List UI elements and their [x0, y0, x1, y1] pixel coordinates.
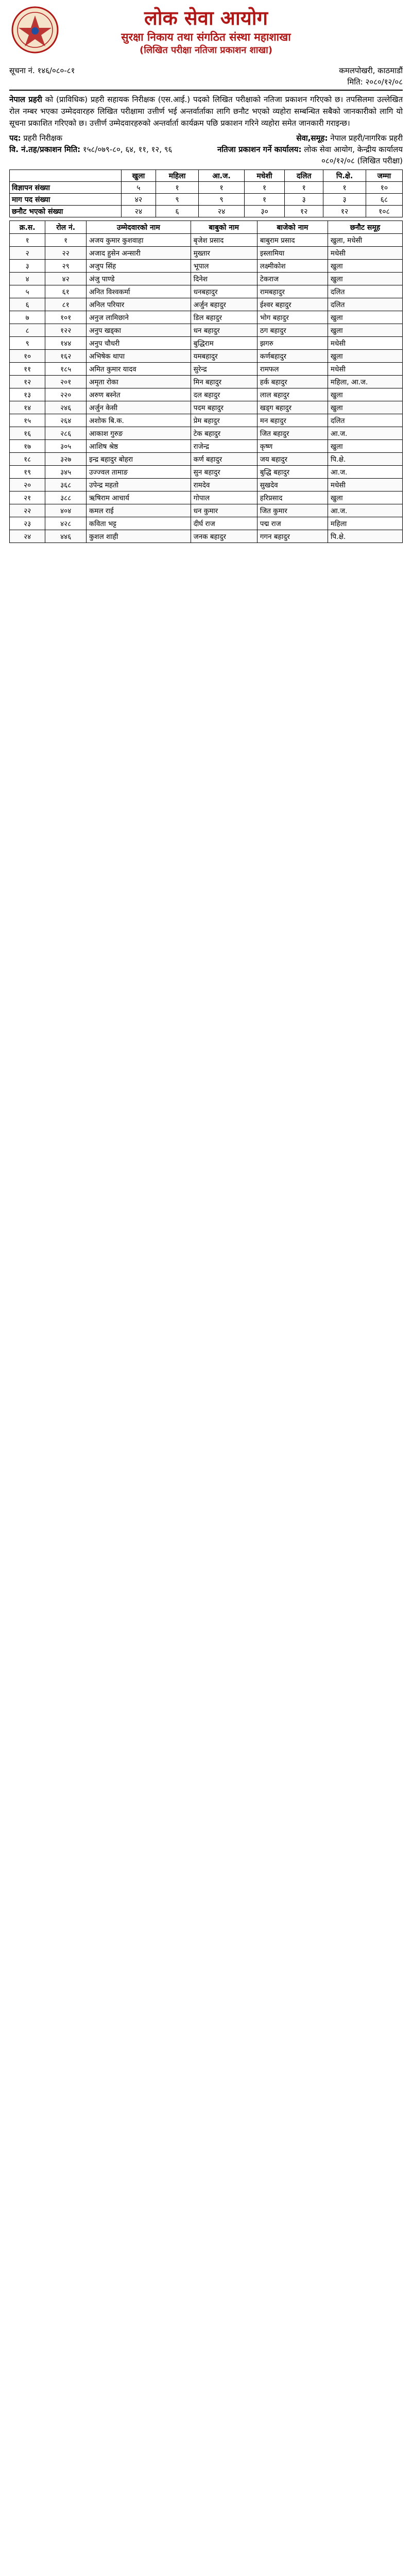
summary-cell: ५: [121, 182, 156, 194]
father-name-cell: यमबहादुर: [191, 350, 257, 363]
roll-cell: ३८८: [45, 492, 87, 504]
candidate-name-cell: अजय कुमार कुशवाहा: [87, 234, 191, 247]
roll-cell: ३४५: [45, 466, 87, 479]
table-row: [10, 414, 403, 427]
father-name-cell: भूपाल: [191, 260, 257, 273]
group-cell: पि.क्षे.: [328, 530, 402, 543]
table-row: [10, 466, 403, 479]
summary-head: जम्मा: [366, 170, 402, 182]
intro-lead: नेपाल प्रहरी: [9, 95, 42, 104]
father-name-cell: सुन बहादुर: [191, 466, 257, 479]
summary-corner: [10, 170, 122, 182]
roll-cell: २४६: [45, 401, 87, 414]
roll-cell: ३२७: [45, 453, 87, 466]
table-row: [10, 247, 403, 260]
father-name-cell: टेक बहादुर: [191, 427, 257, 440]
roll-cell: ४४६: [45, 530, 87, 543]
grandfather-name-cell: रामबहादुर: [257, 285, 328, 298]
serial-cell: १३: [10, 388, 45, 401]
summary-cell: १२: [323, 206, 366, 217]
table-row: [10, 285, 403, 298]
father-name-cell: पदम बहादुर: [191, 401, 257, 414]
serial-cell: १: [10, 234, 45, 247]
serial-cell: २१: [10, 492, 45, 504]
candidate-name-cell: अशोक बि.क.: [87, 414, 191, 427]
summary-cell: १: [285, 182, 323, 194]
group-cell: महिला, आ.ज.: [328, 376, 402, 388]
notice-header: [9, 4, 403, 65]
group-cell: खुला: [328, 311, 402, 324]
table-row: [10, 517, 403, 530]
roll-cell: २९: [45, 260, 87, 273]
group-cell: खुला: [328, 260, 402, 273]
serial-cell: २४: [10, 530, 45, 543]
father-name-cell: धनबहादुर: [191, 285, 257, 298]
serial-cell: ६: [10, 298, 45, 311]
summary-row: [10, 182, 403, 194]
intro-text: को (प्राविधिक) प्रहरी सहायक निरीक्षक (एस.आई.) पदको लिखित परीक्षाको नतिजा प्रकाशन गरिएको छ। तपसिलमा उल्लेखित रोल नम्बर भएका उम्मेदवारहरु लिखित परीक्षामा उत्तीर्ण भई अन्तर्वार्ताका लागि छनौट भएको व्यहोरा सम्बन्धित सबैको जानकारीको लागि यो सूचना प्रकाशित गरिएको छ। उत्तीर्ण उम्मेदवारहरुको अन्तर्वार्ता कार्यक्रम पछि प्रकाशन गरिने व्यहोरा समेत जानकारी गराइन्छ।: [9, 95, 403, 128]
office-value: लोक सेवा आयोग, केन्द्रीय कार्यालय: [304, 145, 403, 154]
notice-date: मिति: २०८०/१२/०८: [347, 77, 403, 87]
candidate-name-cell: अनिल परियार: [87, 298, 191, 311]
group-cell: दलित: [328, 298, 402, 311]
summary-cell: ६: [156, 206, 199, 217]
summary-cell: १: [156, 182, 199, 194]
serial-cell: १०: [10, 350, 45, 363]
serial-cell: २३: [10, 517, 45, 530]
grandfather-name-cell: जय बहादुर: [257, 453, 328, 466]
table-row: [10, 350, 403, 363]
service-value: नेपाल प्रहरी/नागरिक प्रहरी: [330, 133, 403, 143]
candidate-name-cell: अरुण बस्नेत: [87, 388, 191, 401]
grandfather-name-cell: सुखदेव: [257, 479, 328, 492]
summary-row-label: छनौट भएको संख्या: [10, 206, 122, 217]
summary-cell: १२: [285, 206, 323, 217]
results-table: [9, 221, 403, 543]
group-cell: मधेसी: [328, 363, 402, 376]
post-value: प्रहरी निरीक्षक: [23, 133, 63, 143]
candidate-name-cell: ऋषिराम आचार्य: [87, 492, 191, 504]
candidate-name-cell: अर्जुन केसी: [87, 401, 191, 414]
commission-emblem-icon: [10, 4, 60, 56]
summary-cell: १: [323, 182, 366, 194]
roll-cell: ६१: [45, 285, 87, 298]
group-cell: महिला: [328, 517, 402, 530]
col-candidate: उम्मेदवारको नाम: [87, 221, 191, 234]
serial-cell: ९: [10, 337, 45, 350]
table-row: [10, 479, 403, 492]
grandfather-name-cell: पद्म राज: [257, 517, 328, 530]
grandfather-name-cell: बाबुराम प्रसाद: [257, 234, 328, 247]
roll-cell: २६४: [45, 414, 87, 427]
table-row: [10, 388, 403, 401]
candidate-name-cell: अजाद हुसेन अन्सारी: [87, 247, 191, 260]
group-cell: मधेसी: [328, 247, 402, 260]
advert-label: वि. नं.तह/प्रकाशन मिति:: [9, 145, 81, 154]
post-label: पद:: [9, 133, 21, 143]
header-divider: [9, 90, 403, 91]
summary-cell: २४: [121, 206, 156, 217]
grandfather-name-cell: रामफल: [257, 363, 328, 376]
father-name-cell: बुद्धिराम: [191, 337, 257, 350]
serial-cell: ८: [10, 324, 45, 337]
group-cell: दलित: [328, 414, 402, 427]
notice-place: कमलपोखरी, काठमाडौं: [339, 66, 403, 75]
roll-cell: १६२: [45, 350, 87, 363]
col-serial: क्र.स.: [10, 221, 45, 234]
col-roll: रोल नं.: [45, 221, 87, 234]
summary-head: पि.क्षे.: [323, 170, 366, 182]
group-cell: खुला: [328, 350, 402, 363]
father-name-cell: जनक बहादुर: [191, 530, 257, 543]
advert-value: १५८/०७९-८०, ६४, ११, १२, ९६: [82, 145, 173, 154]
grandfather-name-cell: कर्णबहादुर: [257, 350, 328, 363]
org-title: लोक सेवा आयोग: [144, 7, 268, 29]
father-name-cell: दल बहादुर: [191, 388, 257, 401]
notice-number: सूचना नं. १४६/०८०-८१: [9, 66, 75, 75]
candidate-name-cell: अभिषेक थापा: [87, 350, 191, 363]
group-cell: खुला: [328, 273, 402, 285]
table-row: [10, 440, 403, 453]
candidate-name-cell: इन्द्र बहादुर बोहरा: [87, 453, 191, 466]
serial-cell: १९: [10, 466, 45, 479]
father-name-cell: दीर्घ राज: [191, 517, 257, 530]
table-row: [10, 504, 403, 517]
group-cell: आ.ज.: [328, 504, 402, 517]
group-cell: खुला: [328, 324, 402, 337]
summary-cell: ४२: [121, 194, 156, 206]
table-row: [10, 311, 403, 324]
summary-cell: १०: [366, 182, 402, 194]
candidate-name-cell: अमित कुमार यादव: [87, 363, 191, 376]
father-name-cell: बृजेश प्रसाद: [191, 234, 257, 247]
candidate-name-cell: उज्ज्वल तामाङ: [87, 466, 191, 479]
group-cell: खुला: [328, 401, 402, 414]
summary-row: [10, 206, 403, 217]
group-cell: खुला: [328, 440, 402, 453]
grandfather-name-cell: हरिप्रसाद: [257, 492, 328, 504]
table-row: [10, 298, 403, 311]
summary-cell: १: [244, 182, 284, 194]
serial-cell: १४: [10, 401, 45, 414]
summary-cell: ३०: [244, 206, 284, 217]
group-cell: पि.क्षे.: [328, 453, 402, 466]
summary-cell: १०८: [366, 206, 402, 217]
candidate-name-cell: अनुज लामिछाने: [87, 311, 191, 324]
group-cell: मधेसी: [328, 479, 402, 492]
summary-cell: ३: [323, 194, 366, 206]
father-name-cell: अर्जुन बहादुर: [191, 298, 257, 311]
group-cell: आ.ज.: [328, 427, 402, 440]
grandfather-name-cell: लाल बहादुर: [257, 388, 328, 401]
roll-cell: १०१: [45, 311, 87, 324]
roll-cell: १८५: [45, 363, 87, 376]
table-row: [10, 363, 403, 376]
candidate-name-cell: आशिष श्रेष्ठ: [87, 440, 191, 453]
roll-cell: ३०५: [45, 440, 87, 453]
serial-cell: १८: [10, 453, 45, 466]
table-row: [10, 530, 403, 543]
service-label: सेवा,समूह:: [296, 133, 328, 143]
grandfather-name-cell: कृष्ण: [257, 440, 328, 453]
candidate-name-cell: कविता भट्ट: [87, 517, 191, 530]
grandfather-name-cell: लक्ष्मीकोश: [257, 260, 328, 273]
office-label: नतिजा प्रकाशन गर्ने कार्यालय:: [217, 145, 302, 154]
section-title: (लिखित परीक्षा नतिजा प्रकाशन शाखा): [139, 45, 273, 56]
grandfather-name-cell: हर्क बहादुर: [257, 376, 328, 388]
serial-cell: ७: [10, 311, 45, 324]
candidate-name-cell: अनुप खड्का: [87, 324, 191, 337]
summary-cell: १: [244, 194, 284, 206]
serial-cell: ११: [10, 363, 45, 376]
table-row: [10, 337, 403, 350]
col-group: छनौट समूह: [328, 221, 402, 234]
father-name-cell: कर्ण बहादुर: [191, 453, 257, 466]
exam-meta: [9, 132, 403, 166]
father-name-cell: मिन बहादुर: [191, 376, 257, 388]
summary-table: [9, 170, 403, 217]
group-cell: दलित: [328, 285, 402, 298]
father-name-cell: रामदेव: [191, 479, 257, 492]
grandfather-name-cell: ठग बहादुर: [257, 324, 328, 337]
roll-cell: २२: [45, 247, 87, 260]
grandfather-name-cell: झगरु: [257, 337, 328, 350]
summary-cell: ६८: [366, 194, 402, 206]
serial-cell: १७: [10, 440, 45, 453]
roll-cell: ४२८: [45, 517, 87, 530]
serial-cell: १२: [10, 376, 45, 388]
summary-cell: ९: [199, 194, 245, 206]
father-name-cell: राजेन्द्र: [191, 440, 257, 453]
serial-cell: ५: [10, 285, 45, 298]
grandfather-name-cell: खड्ग बहादुर: [257, 401, 328, 414]
grandfather-name-cell: गगन बहादुर: [257, 530, 328, 543]
serial-cell: १६: [10, 427, 45, 440]
grandfather-name-cell: टेकराज: [257, 273, 328, 285]
roll-cell: ८१: [45, 298, 87, 311]
group-cell: मधेसी: [328, 337, 402, 350]
table-row: [10, 234, 403, 247]
father-name-cell: धन बहादुर: [191, 324, 257, 337]
father-name-cell: प्रेम बहादुर: [191, 414, 257, 427]
summary-row-label: माग पद संख्या: [10, 194, 122, 206]
grandfather-name-cell: मन बहादुर: [257, 414, 328, 427]
candidate-name-cell: अनुप चौधरी: [87, 337, 191, 350]
roll-cell: १२२: [45, 324, 87, 337]
notice-intro: [9, 94, 403, 129]
roll-cell: ४०४: [45, 504, 87, 517]
grandfather-name-cell: भोग बहादुर: [257, 311, 328, 324]
father-name-cell: सुरेन्द्र: [191, 363, 257, 376]
table-row: [10, 376, 403, 388]
grandfather-name-cell: जित कुमार: [257, 504, 328, 517]
serial-cell: १५: [10, 414, 45, 427]
results-header-row: [10, 221, 403, 234]
table-row: [10, 273, 403, 285]
candidate-name-cell: अमृता रोका: [87, 376, 191, 388]
summary-head: दलित: [285, 170, 323, 182]
roll-cell: २८६: [45, 427, 87, 440]
roll-cell: १: [45, 234, 87, 247]
summary-head: महिला: [156, 170, 199, 182]
roll-cell: २०१: [45, 376, 87, 388]
serial-cell: ३: [10, 260, 45, 273]
summary-row: [10, 194, 403, 206]
table-row: [10, 453, 403, 466]
candidate-name-cell: अंजु पाण्डे: [87, 273, 191, 285]
table-row: [10, 260, 403, 273]
serial-cell: ४: [10, 273, 45, 285]
roll-cell: ४२: [45, 273, 87, 285]
group-cell: खुला, मधेसी: [328, 234, 402, 247]
father-name-cell: धन कुमार: [191, 504, 257, 517]
grandfather-name-cell: ईश्वर बहादुर: [257, 298, 328, 311]
summary-head: आ.ज.: [199, 170, 245, 182]
col-grandfather: बाजेको नाम: [257, 221, 328, 234]
table-row: [10, 492, 403, 504]
candidate-name-cell: अजुप सिंह: [87, 260, 191, 273]
candidate-name-cell: उपेन्द्र महतो: [87, 479, 191, 492]
serial-cell: २०: [10, 479, 45, 492]
summary-cell: ९: [156, 194, 199, 206]
summary-cell: २४: [199, 206, 245, 217]
summary-cell: ३: [285, 194, 323, 206]
serial-cell: २२: [10, 504, 45, 517]
roll-cell: २२०: [45, 388, 87, 401]
table-row: [10, 324, 403, 337]
father-name-cell: गोपाल: [191, 492, 257, 504]
summary-cell: १: [199, 182, 245, 194]
table-row: [10, 401, 403, 414]
group-cell: खुला: [328, 388, 402, 401]
grandfather-name-cell: बुद्धि बहादुर: [257, 466, 328, 479]
col-father: बाबुको नाम: [191, 221, 257, 234]
father-name-cell: डिल बहादुर: [191, 311, 257, 324]
notice-ref-row: [9, 65, 403, 76]
exam-date-line: ०८०/१२/०८ (लिखित परीक्षा): [321, 156, 403, 165]
summary-head: खुला: [121, 170, 156, 182]
candidate-name-cell: अनित विश्वकर्मा: [87, 285, 191, 298]
candidate-name-cell: आकाश गुरुङ: [87, 427, 191, 440]
summary-row-label: विज्ञापन संख्या: [10, 182, 122, 194]
serial-cell: २: [10, 247, 45, 260]
father-name-cell: दिनेश: [191, 273, 257, 285]
grandfather-name-cell: जित बहादुर: [257, 427, 328, 440]
summary-head: मधेशी: [244, 170, 284, 182]
father-name-cell: मुख्तार: [191, 247, 257, 260]
roll-cell: ३६८: [45, 479, 87, 492]
candidate-name-cell: कुशल शाही: [87, 530, 191, 543]
roll-cell: १४४: [45, 337, 87, 350]
candidate-name-cell: कमल राई: [87, 504, 191, 517]
notice-date-row: [9, 76, 403, 88]
table-row: [10, 427, 403, 440]
grandfather-name-cell: इस्लामिया: [257, 247, 328, 260]
group-cell: आ.ज.: [328, 466, 402, 479]
group-cell: खुला: [328, 492, 402, 504]
division-title: सुरक्षा निकाय तथा संगठित संस्था महाशाखा: [121, 31, 291, 43]
